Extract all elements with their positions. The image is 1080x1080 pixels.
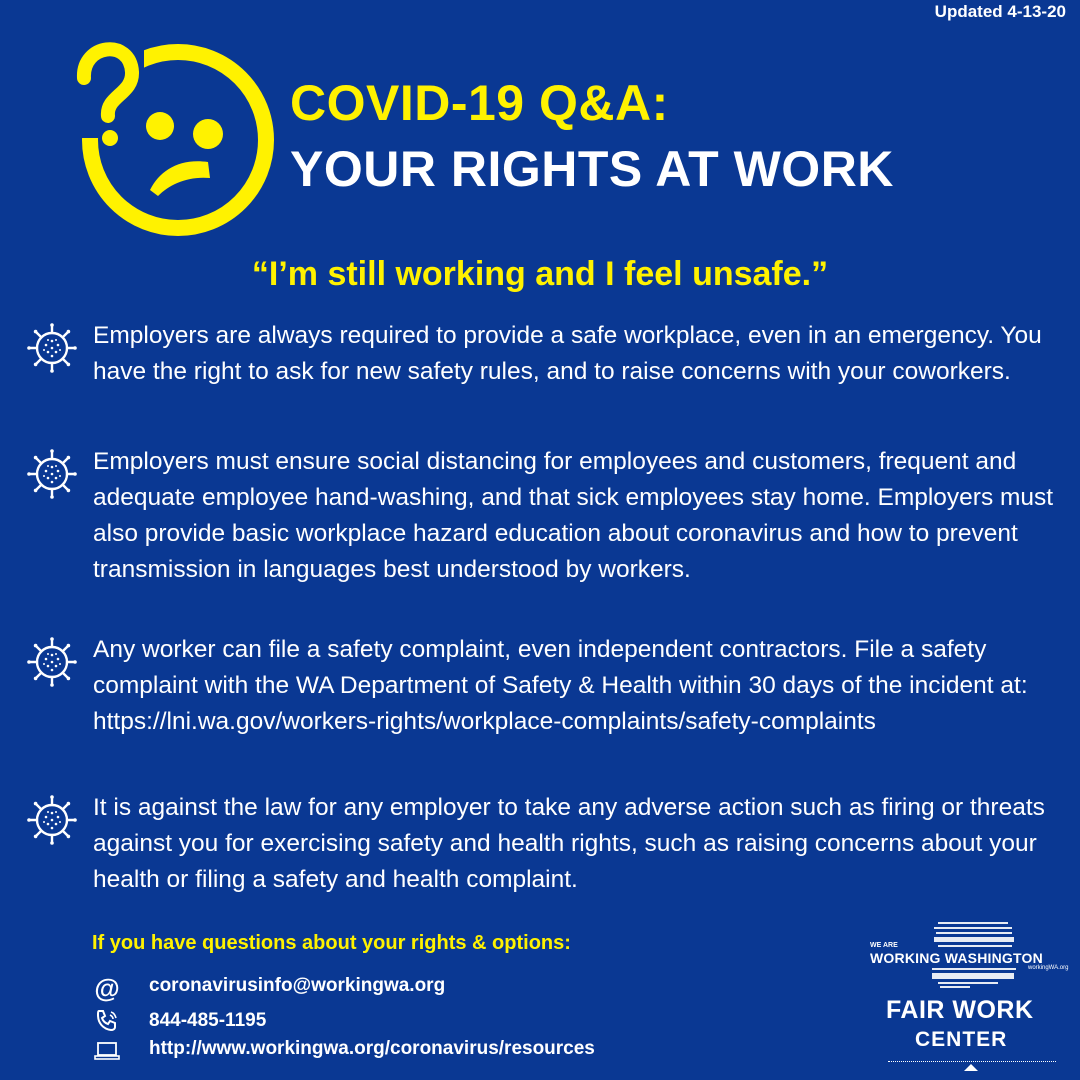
quote-heading: “I’m still working and I feel unsafe.”: [251, 255, 829, 293]
virus-icon: [26, 322, 78, 374]
contact-heading: If you have questions about your rights & options:: [92, 932, 571, 954]
title-line-2: YOUR RIGHTS AT WORK: [290, 141, 894, 197]
we-are-label: WE ARE: [870, 942, 898, 949]
working-washington-url: workingWA.org: [1028, 965, 1069, 971]
contact-email-link[interactable]: coronavirusinfo@workingwa.org: [149, 975, 446, 996]
bullet-text: It is against the law for any employer to take any adverse action such as firing or threats against you for exercising safety and health rights, such as raising concerns about your health or filing a safety and health complaint.: [93, 794, 1045, 893]
confused-face-icon: [60, 30, 280, 240]
fair-work-logo-text: FAIR WORK: [886, 996, 1034, 1024]
brand-logos: [868, 918, 1078, 1078]
contact-phone-number[interactable]: 844-485-1195: [149, 1010, 267, 1031]
bullet-text: Any worker can file a safety complaint, even independent contractors. File a safety complaint with the WA Department of Safety & Health within 30 days of the incident at: https://lni.wa.gov/workers-rights/workplace-complaints/safety-complaints: [93, 636, 1028, 735]
bullet-text: Employers are always required to provide a safe workplace, even in an emergency. You have the right to ask for new safety rules, and to raise concerns with your coworkers.: [93, 322, 1042, 385]
updated-date: Updated 4-13-20: [934, 2, 1066, 21]
laptop-icon: [92, 1036, 122, 1066]
phone-icon: [92, 1006, 122, 1036]
contact-web-link[interactable]: http://www.workingwa.org/coronavirus/resources: [149, 1038, 595, 1059]
virus-icon: [26, 448, 78, 500]
logo-divider: [888, 1061, 1056, 1062]
center-logo-text: CENTER: [915, 1028, 1008, 1051]
at-icon: @: [94, 973, 120, 1003]
title-line-1: COVID-19 Q&A:: [290, 75, 669, 131]
working-washington-logo-text: WORKING WASHINGTON: [870, 950, 1043, 966]
virus-icon: [26, 794, 78, 846]
virus-icon: [26, 636, 78, 688]
bullet-text: Employers must ensure social distancing for employees and customers, frequent and adequate employee hand-washing, and that sick employees stay home. Employers must also provide basic workplace hazard education about coronavirus and how to prevent transmission in languages best understood by workers.: [93, 448, 1054, 583]
logo-triangle-icon: [964, 1064, 978, 1071]
